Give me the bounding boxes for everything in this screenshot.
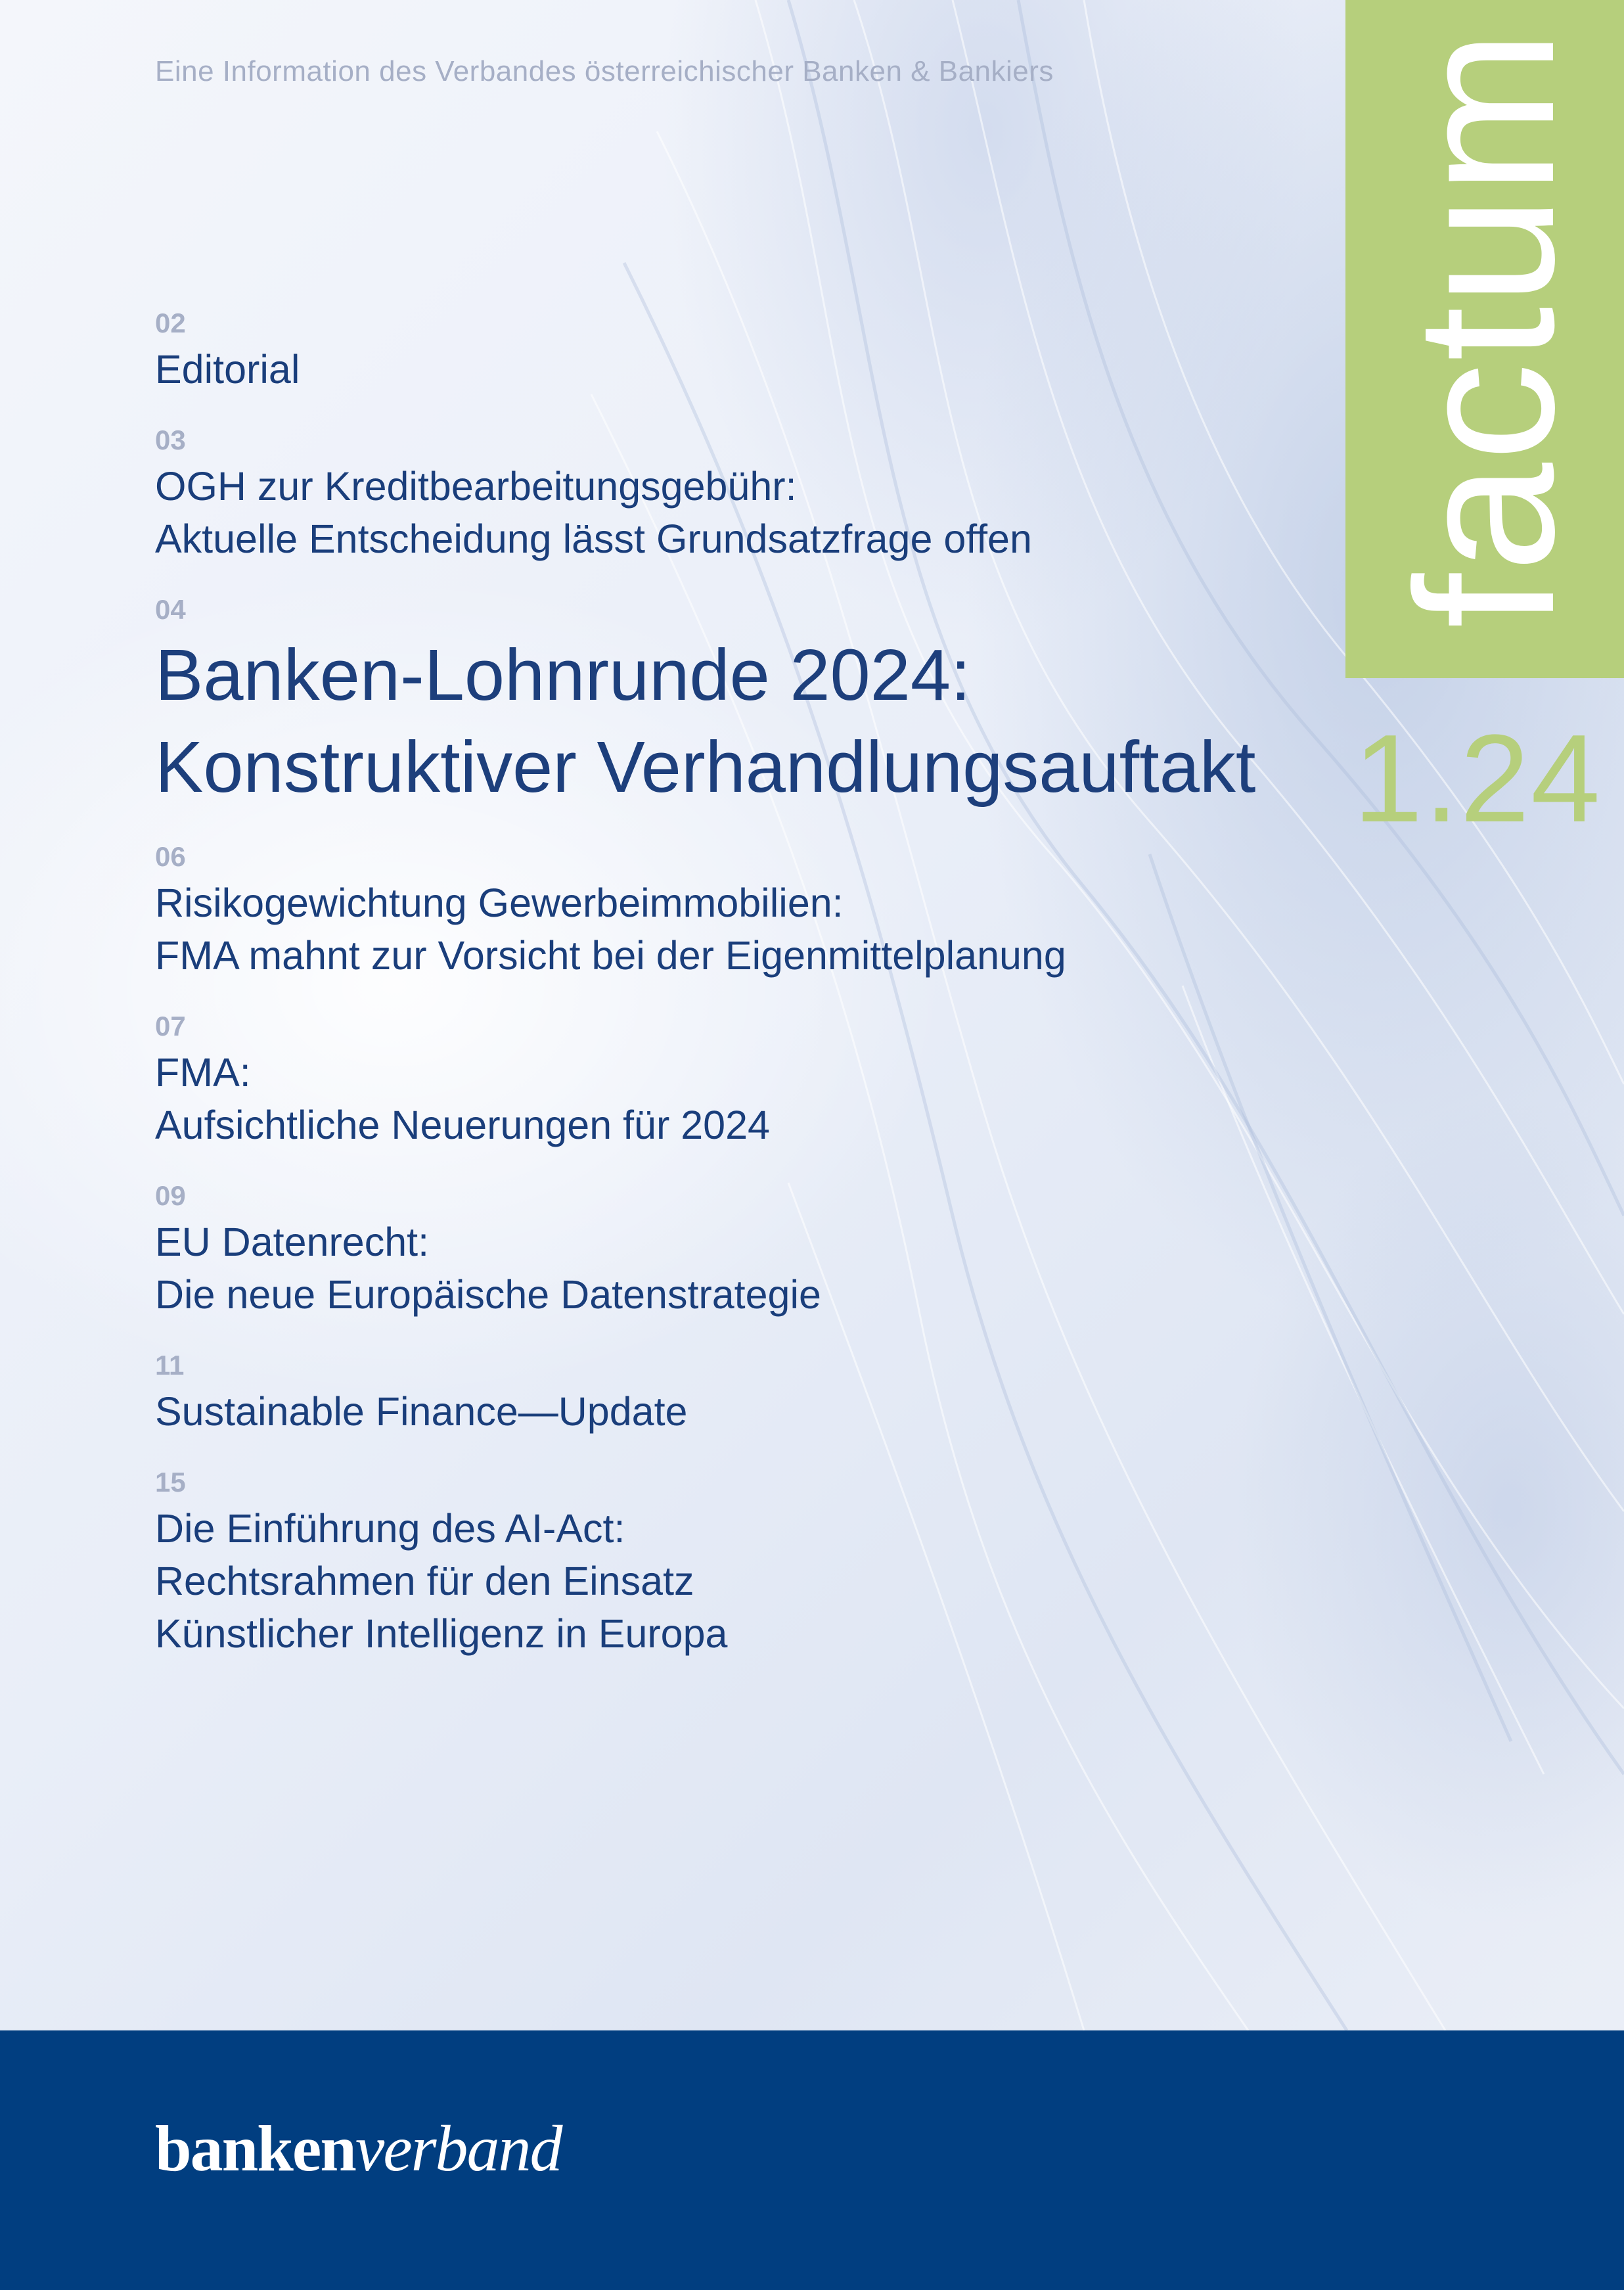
toc-entry-risikogewichtung[interactable]	[155, 837, 1331, 982]
logo-text-italic: verband	[355, 2112, 562, 2185]
toc-title: Editorial	[155, 347, 300, 392]
toc-page-number: 02	[155, 308, 186, 338]
toc-page-number: 11	[155, 1350, 185, 1381]
toc-entry-ai-act[interactable]	[155, 1463, 1331, 1660]
toc-title: EU Datenrecht: Die neue Europäische Datenstrategie	[155, 1220, 821, 1317]
logo-text-bold: banken	[155, 2112, 355, 2185]
toc-entry-eu-datenrecht[interactable]	[155, 1176, 1331, 1321]
toc-page-number: 04	[155, 594, 186, 625]
toc-title: Sustainable Finance—Update	[155, 1389, 688, 1434]
toc-page-number: 07	[155, 1011, 186, 1042]
toc-page-number: 03	[155, 424, 186, 455]
toc-page-number: 06	[155, 841, 186, 872]
toc-page-number: 15	[155, 1467, 186, 1498]
table-of-contents	[155, 304, 1331, 1660]
toc-title: Risikogewichtung Gewerbeimmobilien: FMA mahnt zur Vorsicht bei der Eigenmittelplanung	[155, 881, 1066, 978]
toc-entry-sustainable-finance[interactable]	[155, 1346, 1331, 1438]
toc-page-number: 09	[155, 1180, 186, 1211]
toc-entry-fma[interactable]	[155, 1007, 1331, 1151]
publisher-tagline: Eine Information des Verbandes österreichischer Banken & Bankiers	[155, 55, 1054, 87]
toc-title-lead: Banken-Lohnrunde 2024: Konstruktiver Verhandlungsauftakt	[155, 635, 1256, 808]
brand-title: factum	[1374, 28, 1595, 629]
toc-entry-kreditbearbeitungsgebuehr[interactable]	[155, 421, 1331, 565]
toc-title: FMA: Aufsichtliche Neuerungen für 2024	[155, 1050, 770, 1147]
issue-number: 1.24	[1353, 709, 1602, 848]
bankenverband-logo[interactable]	[155, 2112, 562, 2185]
toc-title: OGH zur Kreditbearbeitungsgebühr: Aktuelle Entscheidung lässt Grundsatzfrage offen	[155, 464, 1032, 561]
brand-title-wrap	[1345, 0, 1624, 678]
toc-title: Die Einführung des AI-Act: Rechtsrahmen für den Einsatz Künstlicher Intelligenz in Europa	[155, 1506, 728, 1656]
toc-entry-editorial[interactable]	[155, 304, 1331, 396]
toc-entry-lohnrunde[interactable]	[155, 590, 1331, 813]
